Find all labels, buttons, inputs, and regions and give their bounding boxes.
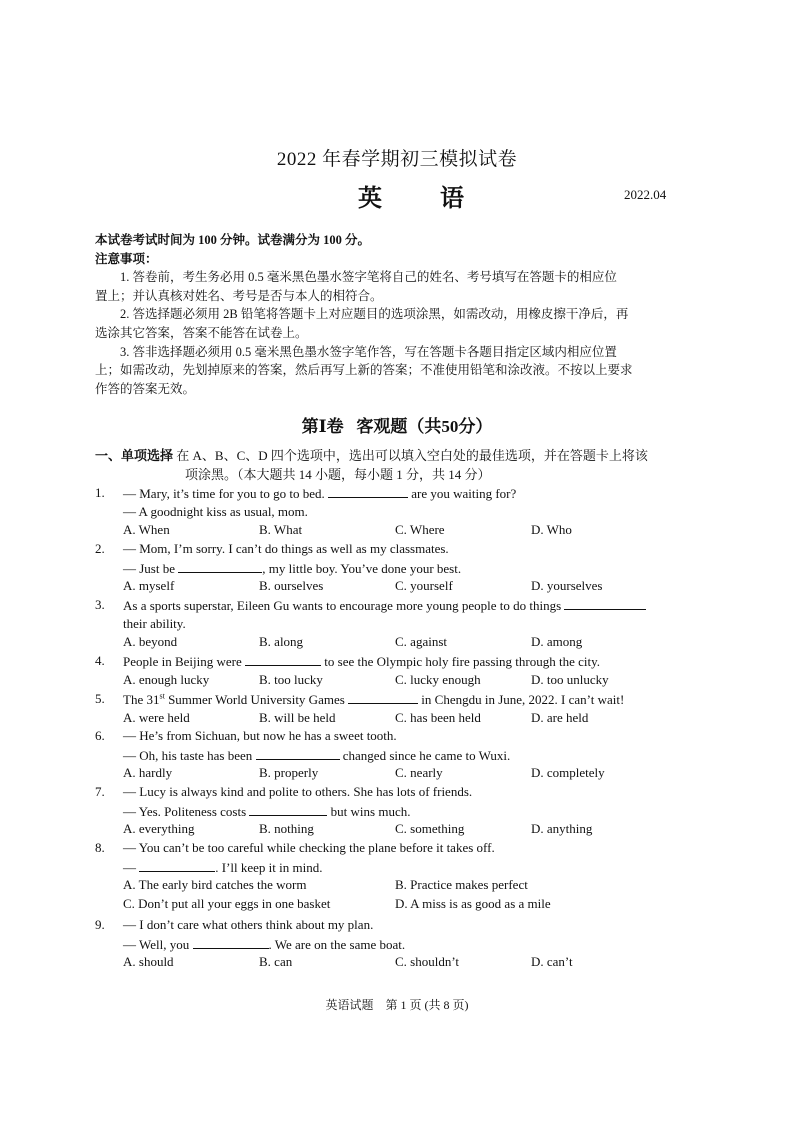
exam-duration-note: 本试卷考试时间为 100 分钟。试卷满分为 100 分。 xyxy=(95,233,371,247)
notice-heading: 注意事项： xyxy=(95,252,158,266)
answer-blank xyxy=(348,691,418,704)
stem-text: — Well, you xyxy=(123,936,193,952)
section-title: 第Ⅰ卷 客观题（共50分） xyxy=(301,417,493,436)
question-8-stem-line xyxy=(123,840,495,856)
question-6-number: 6. xyxy=(95,728,105,743)
question-4-option-c: C. lucky enough xyxy=(395,671,481,687)
notice-item-3-line-2: 上；如需改动，先划掉原来的答案，然后再写上新的答案；不准使用铅笔和涂改液。不按以上要求 xyxy=(95,363,633,377)
stem-text: — Mom, I’m sorry. I can’t do things as well as my classmates. xyxy=(123,541,449,556)
question-9-stem-line xyxy=(123,936,405,953)
question-6-option-a: A. hardly xyxy=(123,765,173,781)
question-4-stem-line xyxy=(123,653,600,670)
question-1-stem-line xyxy=(123,504,308,520)
notice-item-2-line-2: 选涂其它答案，答案不能答在试卷上。 xyxy=(95,326,308,340)
question-9-option-c: C. shouldn’t xyxy=(395,954,460,970)
stem-text: — Lucy is always kind and polite to others. She has lots of friends. xyxy=(123,784,473,799)
question-5-option-b: B. will be held xyxy=(259,709,336,725)
question-5-option-c: C. has been held xyxy=(395,709,481,725)
question-2-number: 2. xyxy=(95,541,105,556)
question-4-option-a: A. enough lucky xyxy=(123,671,210,687)
question-7-option-d: D. anything xyxy=(531,821,593,837)
question-7-number: 7. xyxy=(95,784,105,799)
question-3-option-d: D. among xyxy=(531,634,583,650)
question-8-option-d: D. A miss is as good as a mile xyxy=(395,896,551,912)
page-footer: 英语试题 第 1 页 (共 8 页) xyxy=(325,998,469,1012)
question-8-option-a: A. The early bird catches the worm xyxy=(123,877,307,893)
question-8-stem-line xyxy=(123,859,322,876)
subject-title: 英 语 xyxy=(358,186,490,212)
question-6-stem-line xyxy=(123,747,510,764)
stem-text: in Chengdu in June, 2022. I can’t wait! xyxy=(418,692,625,707)
part-1-instruction-line-2: 项涂黑。（本大题共 14 小题，每小题 1 分，共 14 分） xyxy=(185,467,491,482)
question-1-option-c: C. Where xyxy=(395,522,445,538)
stem-text: — You can’t be too careful while checking the plane before it takes off. xyxy=(123,840,495,855)
question-3-number: 3. xyxy=(95,597,105,612)
stem-text: — Oh, his taste has been xyxy=(123,747,256,763)
answer-blank xyxy=(256,747,340,760)
stem-text: As a sports superstar, Eileen Gu wants to encourage more young people to do things xyxy=(123,598,565,613)
question-7-stem-line xyxy=(123,784,472,800)
stem-text: — He’s from Sichuan, but now he has a sweet tooth. xyxy=(123,728,397,743)
stem-text: People in Beijing were xyxy=(123,654,246,669)
ordinal-suffix: st xyxy=(159,691,165,701)
question-9-number: 9. xyxy=(95,917,105,932)
notice-item-3-line-1: 3. 答非选择题必须用 0.5 毫米黑色墨水签字笔作答，写在答题卡各题目指定区域内相应位置 xyxy=(120,345,617,359)
notice-item-1-line-1: 1. 答卷前，考生务必用 0.5 毫米黑色墨水签字笔将自己的姓名、考号填写在答题卡的相应位 xyxy=(120,270,617,284)
question-3-stem-line xyxy=(123,597,646,614)
stem-text: The 31 xyxy=(123,692,160,707)
question-3-stem-line xyxy=(123,616,186,632)
answer-blank xyxy=(193,936,269,949)
question-1-number: 1. xyxy=(95,485,105,500)
question-2-option-d: D. yourselves xyxy=(531,578,603,594)
question-9-option-d: D. can’t xyxy=(531,954,573,970)
question-5-stem-line xyxy=(123,691,624,708)
question-7-option-c: C. something xyxy=(395,821,465,837)
question-1-stem-line xyxy=(123,485,516,502)
stem-text: — A goodnight kiss as usual, mom. xyxy=(123,503,308,519)
stem-text: their ability. xyxy=(123,615,186,631)
question-7-stem-line xyxy=(123,803,410,820)
part-1-instruction xyxy=(95,446,648,465)
answer-blank xyxy=(249,803,327,816)
stem-text: but wins much. xyxy=(327,803,411,819)
stem-text: — I don’t care what others think about my plan. xyxy=(123,917,374,932)
answer-blank xyxy=(564,597,646,610)
question-3-option-b: B. along xyxy=(259,634,304,650)
stem-text: Summer World University Games xyxy=(164,692,349,707)
question-2-option-b: B. ourselves xyxy=(259,578,324,594)
question-7-option-a: A. everything xyxy=(123,821,195,837)
stem-text: — Just be xyxy=(123,560,179,576)
question-6-option-b: B. properly xyxy=(259,765,319,781)
question-6-stem-line xyxy=(123,728,397,744)
question-9-option-a: A. should xyxy=(123,954,174,970)
question-6-option-d: D. completely xyxy=(531,765,605,781)
stem-text: changed since he came to Wuxi. xyxy=(339,747,511,763)
question-2-option-a: A. myself xyxy=(123,578,175,594)
question-1-option-b: B. What xyxy=(259,522,303,538)
question-4-option-b: B. too lucky xyxy=(259,671,323,687)
question-3-option-a: A. beyond xyxy=(123,634,178,650)
exam-title: 2022 年春学期初三模拟试卷 xyxy=(276,149,518,170)
question-5-option-a: A. were held xyxy=(123,709,190,725)
notice-item-2-line-1: 2. 答选择题必须用 2B 铅笔将答题卡上对应题目的选项涂黑，如需改动，用橡皮擦干净后，再 xyxy=(120,307,629,321)
question-8-option-b: B. Practice makes perfect xyxy=(395,877,528,893)
question-5-option-d: D. are held xyxy=(531,709,589,725)
question-5-number: 5. xyxy=(95,691,105,706)
question-3-option-c: C. against xyxy=(395,634,447,650)
question-8-number: 8. xyxy=(95,840,105,855)
answer-blank xyxy=(178,560,262,573)
question-2-stem-line xyxy=(123,560,461,577)
stem-text: — xyxy=(123,859,140,875)
answer-blank xyxy=(139,859,215,872)
answer-blank xyxy=(328,485,408,498)
stem-text: to see the Olympic holy fire passing through the city. xyxy=(321,654,600,669)
question-1-option-a: A. When xyxy=(123,522,170,538)
notice-item-1-line-2: 置上；并认真核对姓名、考号是否与本人的相符合。 xyxy=(95,289,383,303)
question-9-option-b: B. can xyxy=(259,954,293,970)
exam-date: 2022.04 xyxy=(624,187,667,202)
stem-text: . I’ll keep it in mind. xyxy=(215,859,323,875)
question-7-option-b: B. nothing xyxy=(259,821,314,837)
question-2-option-c: C. yourself xyxy=(395,578,453,594)
question-8-option-c: C. Don’t put all your eggs in one basket xyxy=(123,896,331,912)
stem-text: are you waiting for? xyxy=(407,486,517,501)
part-1-instruction-line-1: 在 A、B、C、D 四个选项中，选出可以填入空白处的最佳选项，并在答题卡上将该 xyxy=(173,448,648,463)
question-4-option-d: D. too unlucky xyxy=(531,671,609,687)
question-9-stem-line xyxy=(123,917,373,933)
notice-item-3-line-3: 作答的答案无效。 xyxy=(95,382,196,396)
question-1-option-d: D. Who xyxy=(531,522,572,538)
question-6-option-c: C. nearly xyxy=(395,765,443,781)
stem-text: — Mary, it’s time for you to go to bed. xyxy=(123,486,328,501)
stem-text: — Yes. Politeness costs xyxy=(123,803,250,819)
answer-blank xyxy=(245,653,321,666)
stem-text: , my little boy. You’ve done your best. xyxy=(262,560,462,576)
part-1-label: 一、单项选择 xyxy=(95,448,174,463)
stem-text: . We are on the same boat. xyxy=(268,936,406,952)
question-4-number: 4. xyxy=(95,653,105,668)
question-2-stem-line xyxy=(123,541,449,557)
